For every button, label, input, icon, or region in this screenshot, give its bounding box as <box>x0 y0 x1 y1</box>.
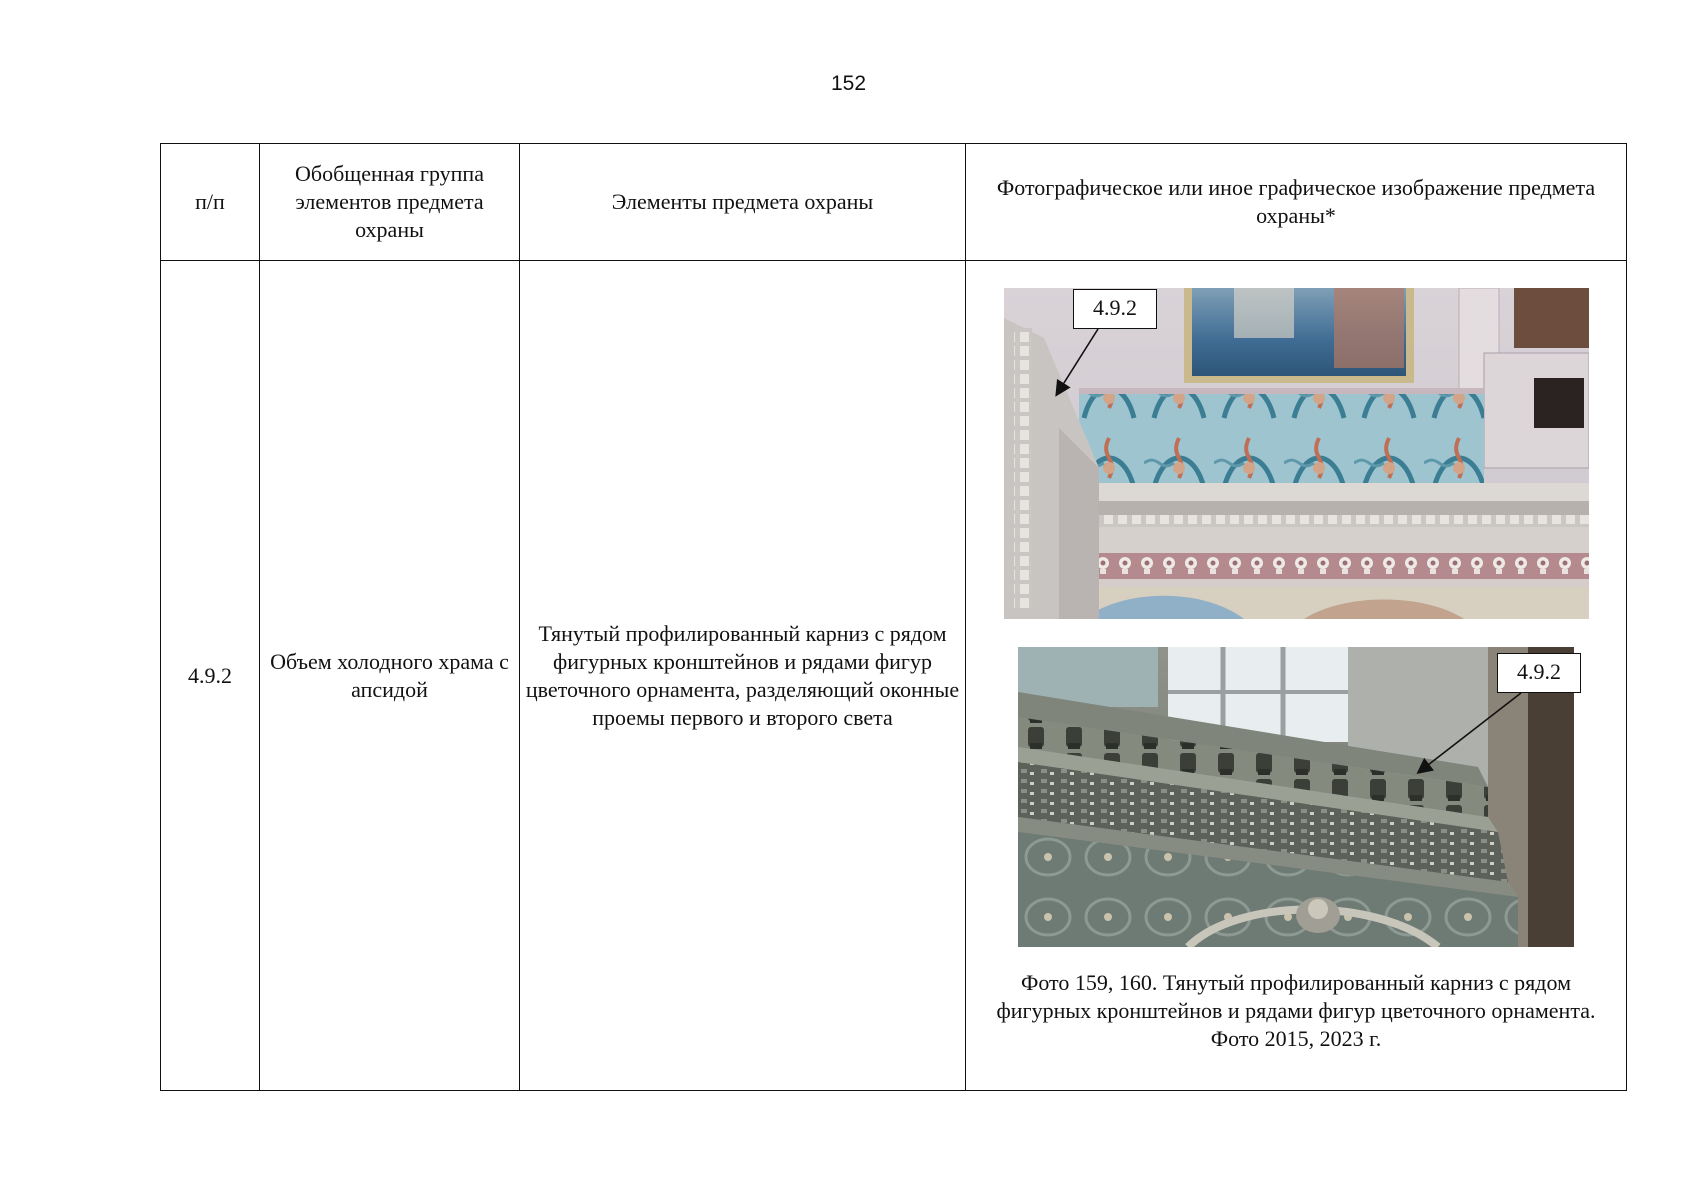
row-elements: Тянутый профилированный карниз с рядом фигурных кронштейнов и рядами фигур цветочного орнамента, разделяющий оконные проемы первого и второго света <box>520 261 966 1091</box>
table-header-row <box>161 144 1627 261</box>
photo-callout-top: 4.9.2 <box>1073 289 1157 329</box>
header-num: п/п <box>161 144 260 261</box>
header-group: Обобщенная группа элементов предмета охраны <box>260 144 520 261</box>
row-num: 4.9.2 <box>161 261 260 1091</box>
protection-table <box>160 143 1627 1091</box>
callout-arrow-bottom <box>1419 693 1521 772</box>
table-row <box>161 261 1627 1091</box>
photo-caption: Фото 159, 160. Тянутый профилированный карниз с рядом фигурных кронштейнов и рядами фигур цветочного орнамента. Фото 2015, 2023 г. <box>996 970 1596 1051</box>
photo-callout-bottom: 4.9.2 <box>1497 653 1581 693</box>
row-photo-cell <box>966 261 1627 1091</box>
row-group: Объем холодного храма с апсидой <box>260 261 520 1091</box>
header-elements: Элементы предмета охраны <box>520 144 966 261</box>
page-number: 152 <box>830 72 867 95</box>
callout-arrow-top <box>1057 329 1098 394</box>
header-photo: Фотографическое или иное графическое изображение предмета охраны* <box>966 144 1627 261</box>
